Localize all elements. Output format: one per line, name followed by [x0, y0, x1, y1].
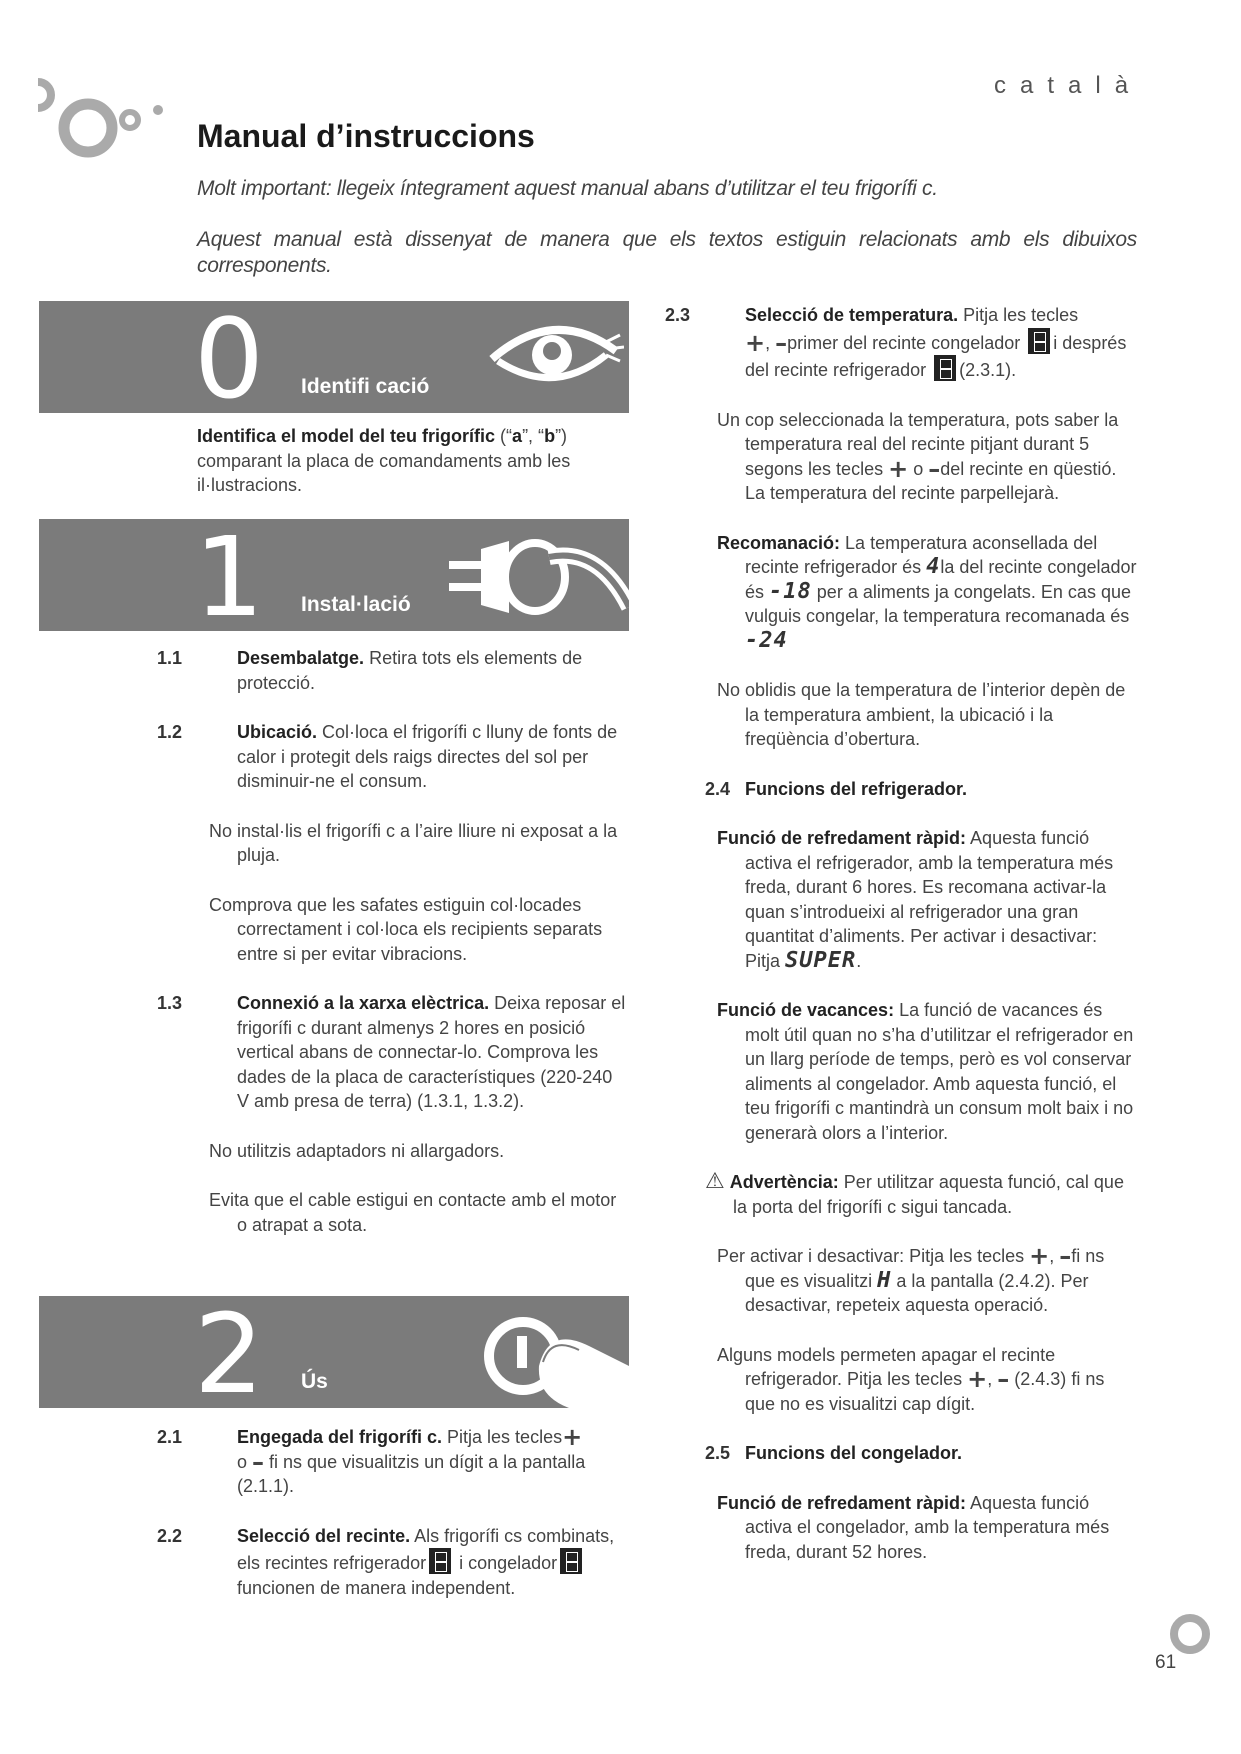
decorative-ring-icon: [1168, 1612, 1212, 1656]
step-2-3: 2.3 Selecció de temperatura. Pitja les tecles +, –primer del recinte congelador i després del recinte refrigerador (2.3.1).: [665, 305, 1127, 380]
minus-key-icon: –: [928, 454, 941, 483]
fridge-compartment-icon: [934, 355, 956, 381]
step-2-4: [705, 777, 1137, 802]
note-text: per a aliments ja congelats. En cas que vulguis congelar, la temperatura recomanada és: [745, 581, 1131, 626]
note-text: (2.4.3): [1014, 1369, 1067, 1389]
function-text: Aquesta funció activa el refrigerador, amb la temperatura més freda, durant 6 hores. Es recomana activar-la quan s’introdueixi al refrigerador una gran quantitat d’aliments. Per activar i desactivar: Pitja: [745, 828, 1114, 971]
ambient-note: No oblidis que la temperatura de l’interior depèn de la temperatura ambient, la ubicació i la freqüència d’obertura.: [717, 680, 1126, 749]
warning-icon: ⚠: [705, 1169, 725, 1194]
note-text: Alguns models permeten apagar el recinte refrigerador. Pitja les tecles: [717, 1344, 1056, 1389]
section-label: Instal·lació: [301, 593, 411, 616]
step-note: No utilitzis adaptadors ni allargadors.: [209, 1140, 505, 1161]
step-1-2: [157, 720, 627, 794]
section-bar-use: [39, 1296, 629, 1408]
quote-mid: ”, “: [522, 426, 545, 446]
section-bar-installation: [39, 519, 629, 631]
function-title: Funció de vacances:: [717, 1000, 895, 1020]
section-number: 2: [194, 1296, 264, 1408]
minus-key-icon: –: [252, 1447, 265, 1476]
minus-key-icon: –: [997, 1365, 1010, 1393]
function-title: Funció de refredament ràpid:: [717, 1492, 967, 1513]
step-note: No instal·lis el frigorífi c a l’aire lliure ni exposat a la pluja.: [209, 820, 618, 865]
plus-key-icon: +: [1029, 1242, 1050, 1270]
freezer-compartment-icon: [560, 1548, 582, 1574]
step-number: 1.2: [157, 722, 183, 742]
note-text: Per activar i desactivar: Pitja les tecles: [717, 1246, 1025, 1266]
plus-key-icon: +: [562, 1423, 583, 1451]
intro-description: Aquest manual està dissenyat de manera que els textos estiguin relacionats amb els dibuixos corresponents.: [197, 228, 1137, 277]
note-text: La temperatura aconsellada del recinte refrigerador és: [745, 532, 1098, 577]
vacation-activate: Per activar i desactivar: Pitja les tecles +, –fi ns que es visualitzi H a la pantalla (2.4.2). Per desactivar, repeteix aquesta operació.: [717, 1242, 1105, 1315]
step-text: Pitja les tecles: [958, 305, 1079, 325]
right-column: [665, 303, 1137, 1564]
step-text: funcionen de manera independent.: [237, 1577, 516, 1598]
step-title: Selecció del recinte.: [237, 1525, 411, 1546]
quote-open: (“: [495, 426, 513, 446]
fridge-off-note: Alguns models permeten apagar el recinte refrigerador. Pitja les tecles +, – (2.4.3) fi ns que no es visualitzi cap dígit.: [717, 1344, 1105, 1414]
plug-icon: [449, 527, 629, 631]
recommendation-note: [717, 531, 1137, 654]
brand-logo-icon: [30, 70, 170, 180]
step-text: Als frigorífi cs combinats, els recintes refrigerador: [237, 1525, 615, 1573]
section-bar-identification: [39, 301, 629, 413]
note-text: del recinte en qüestió. La temperatura del recinte parpellejarà.: [745, 458, 1117, 503]
freezer-compartment-icon: [1028, 328, 1050, 354]
use-block: [157, 1423, 627, 1600]
step-title: Selecció de temperatura.: [745, 305, 959, 325]
step-note: Comprova que les safates estiguin col·locades correctament i col·loca els recipients separats entre si per evitar vibracions.: [209, 894, 603, 964]
step-text: fi ns que visualitzis un dígit a la pantalla (2.1.1).: [237, 1451, 586, 1496]
page-title: Manual d’instruccions: [197, 118, 535, 154]
installation-block: [157, 646, 627, 1237]
freezer-fast-cool: [717, 1491, 1137, 1565]
section-label: Identifi cació: [301, 375, 430, 398]
display-digit: H: [877, 1267, 892, 1293]
step-number: 1.3: [157, 993, 183, 1013]
note-text: fi ns que es visualitzi: [745, 1246, 1105, 1291]
step-text: Deixa reposar el frigorífi c durant almenys 2 hores en posició vertical abans de connectar-lo. Comprova les dades de la placa de característiques (220-240 V amb presa de terra) (1.3.1, 1.3.2).: [237, 993, 626, 1111]
step-text: després del recinte refrigerador: [745, 332, 1127, 380]
section-label: Ús: [301, 1370, 328, 1393]
step-text: Pitja les tecles: [442, 1427, 563, 1447]
plus-key-icon: +: [967, 1365, 988, 1393]
step-title: Engegada del frigorífi c.: [237, 1427, 443, 1447]
warning-text: Per utilitzar aquesta funció, cal que la porta del frigorífi c sigui tancada.: [733, 1172, 1124, 1217]
section-number: 1: [194, 519, 264, 631]
display-digit: -24: [745, 627, 788, 653]
plus-key-icon: +: [745, 328, 766, 357]
step-number: 2.5: [705, 1443, 731, 1463]
vacation-function: [717, 998, 1137, 1145]
minus-key-icon: –: [775, 328, 788, 357]
note-text: la del recinte congelador és: [745, 557, 1137, 602]
section-number: 0: [194, 301, 264, 413]
step-number: 2.1: [157, 1427, 183, 1447]
identification-heading: Identifica el model del teu frigorífic: [197, 426, 496, 446]
note-title: Recomanació:: [717, 532, 841, 553]
display-digit: 4: [926, 554, 941, 579]
identification-text: [197, 424, 617, 498]
note-text: fi ns que no es visualitzi cap dígit.: [745, 1369, 1105, 1414]
step-note: Evita que el cable estigui en contacte amb el motor o atrapat a sota.: [209, 1190, 617, 1235]
step-1-1: [157, 646, 627, 695]
step-title: Funcions del refrigerador.: [745, 778, 968, 799]
note-text: Un cop seleccionada la temperatura, pots saber la temperatura real del recinte pitjant durant 5 segons les tecles: [717, 409, 1119, 479]
step-text: (2.3.1).: [959, 360, 1017, 380]
minus-key-icon: –: [1059, 1242, 1072, 1270]
step-title: Ubicació.: [237, 722, 318, 742]
step-number: 2.3: [665, 305, 691, 325]
function-text: Aquesta funció activa el congelador, amb la temperatura més freda, durant 52 hores.: [745, 1492, 1110, 1562]
fridge-fast-cool: Funció de refredament ràpid: Aquesta funció activa el refrigerador, amb la temperatura més freda, durant 6 hores. Es recomana activar-la quan s’introdueixi al refrigerador una gran quantitat d’aliments. Per activar i desactivar: Pitja SUPER.: [717, 828, 1114, 973]
warning-note: [705, 1170, 1137, 1219]
identification-line: comparant la placa de comandaments amb les: [197, 450, 571, 471]
note-text: o: [913, 458, 924, 479]
fridge-compartment-icon: [429, 1548, 451, 1574]
model-a: a: [512, 426, 523, 446]
intro-important: Molt important: llegeix íntegrament aquest manual abans d’utilitzar el teu frigorífi c.: [197, 177, 938, 200]
step-text: i congelador: [459, 1553, 558, 1573]
step-2-1: [157, 1423, 627, 1499]
note-text: a la pantalla (2.4.2). Per desactivar, repeteix aquesta operació.: [745, 1270, 1089, 1315]
step-text: o: [237, 1451, 248, 1472]
step-title: Connexió a la xarxa elèctrica.: [237, 993, 490, 1013]
step-title: Funcions del congelador.: [745, 1443, 963, 1463]
step-number: 1.1: [157, 648, 183, 668]
step-number: 2.2: [157, 1525, 183, 1546]
step-number: 2.4: [705, 778, 731, 799]
step-title: Desembalatge.: [237, 648, 365, 668]
warning-title: Advertència:: [729, 1172, 839, 1192]
super-key-label: SUPER: [785, 947, 857, 973]
quote-close: ”): [555, 426, 568, 446]
language-label: català: [994, 72, 1143, 99]
step-text: primer del recinte congelador: [787, 332, 1021, 353]
display-digit: -18: [769, 578, 812, 604]
step-text: Col·loca el frigorífi c lluny de fonts de calor i protegit dels raigs directes del sol per disminuir-ne el consum.: [237, 722, 618, 791]
step-1-3: [157, 991, 627, 1114]
function-title: Funció de refredament ràpid:: [717, 828, 967, 848]
step-text: i: [1053, 332, 1058, 353]
real-temp-note: [717, 408, 1137, 506]
finger-button-icon: [479, 1306, 629, 1408]
page-number: 61: [1155, 1652, 1177, 1673]
eye-icon: [484, 313, 624, 393]
function-text: La funció de vacances és molt útil quan no s’ha d’utilitzar el refrigerador en un llarg període de temps, però es vol conservar aliments al congelador. Amb aquesta funció, el teu frigorífi c mantindrà un consum molt baix i no generarà olors a l’interior.: [745, 1000, 1134, 1143]
model-b: b: [544, 426, 556, 446]
step-text: Retira tots els elements de protecció.: [237, 648, 583, 693]
step-2-5: [705, 1441, 1137, 1466]
plus-key-icon: +: [888, 454, 909, 483]
identification-line: il·lustracions.: [197, 475, 303, 495]
step-2-2: [157, 1524, 627, 1601]
